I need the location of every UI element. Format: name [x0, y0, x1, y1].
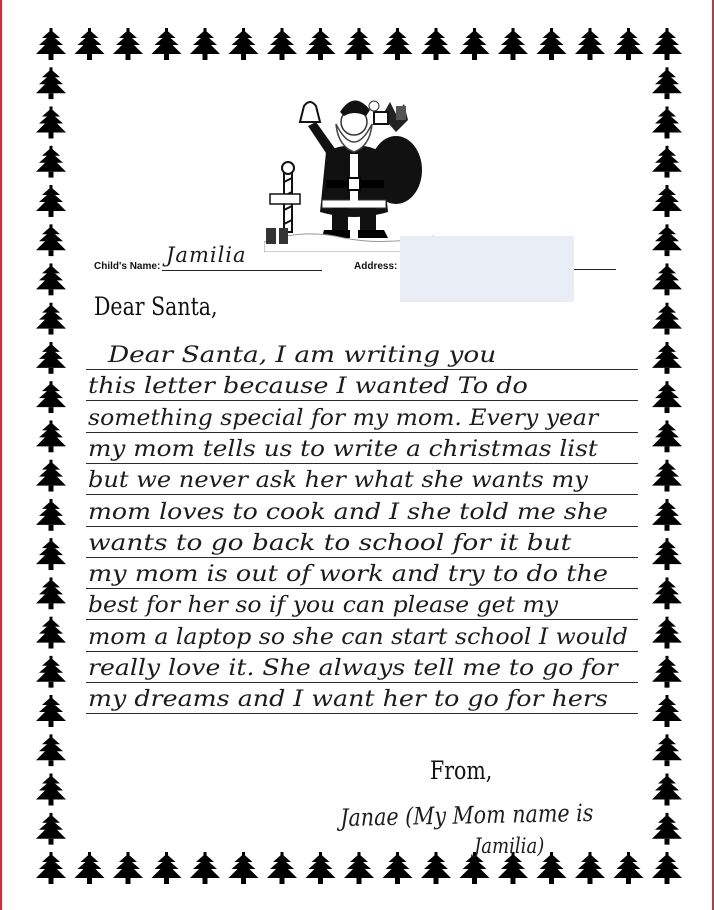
christmas-tree-icon — [36, 813, 66, 845]
christmas-tree-icon — [36, 263, 66, 295]
christmas-tree-icon — [36, 656, 66, 688]
christmas-tree-icon — [652, 28, 682, 60]
christmas-tree-icon — [652, 67, 682, 99]
letter-line: mom loves to cook and I she told me she — [88, 499, 608, 525]
christmas-tree-icon — [113, 28, 143, 60]
christmas-tree-icon — [36, 420, 66, 452]
address-underline — [574, 269, 616, 270]
signature-line-2: Jamilia) — [474, 834, 545, 858]
christmas-tree-icon — [36, 499, 66, 531]
letter-line: my dreams and I want her to go for hers — [88, 687, 608, 713]
ruled-line — [86, 463, 638, 464]
christmas-tree-icon — [652, 617, 682, 649]
christmas-tree-icon — [614, 852, 644, 884]
christmas-tree-icon — [113, 852, 143, 884]
letter-line: Dear Santa, I am writing you — [108, 343, 497, 368]
christmas-tree-icon — [383, 28, 413, 60]
christmas-tree-icon — [36, 617, 66, 649]
christmas-tree-icon — [498, 28, 528, 60]
letter-line: my mom is out of work and try to do the — [88, 562, 609, 588]
letter-line: my mom tells us to write a christmas list — [88, 436, 598, 462]
christmas-tree-icon — [36, 106, 66, 138]
christmas-tree-icon — [36, 224, 66, 256]
christmas-tree-icon — [306, 852, 336, 884]
letter-line: mom a laptop so she can start school I would — [88, 624, 628, 650]
christmas-tree-icon — [652, 852, 682, 884]
christmas-tree-icon — [306, 28, 336, 60]
child-name-value: Jamilia — [166, 243, 247, 267]
christmas-tree-icon — [614, 28, 644, 60]
christmas-tree-icon — [652, 106, 682, 138]
ruled-line — [86, 400, 638, 401]
christmas-tree-icon — [267, 28, 297, 60]
christmas-tree-icon — [652, 303, 682, 335]
christmas-tree-icon — [383, 852, 413, 884]
christmas-tree-icon — [36, 774, 66, 806]
christmas-tree-icon — [652, 734, 682, 766]
christmas-tree-icon — [36, 460, 66, 492]
christmas-tree-icon — [36, 146, 66, 178]
address-redaction — [400, 236, 574, 302]
christmas-tree-icon — [537, 28, 567, 60]
christmas-tree-icon — [36, 577, 66, 609]
christmas-tree-icon — [652, 499, 682, 531]
child-name-underline — [162, 270, 322, 271]
christmas-tree-icon — [652, 342, 682, 374]
christmas-tree-icon — [36, 538, 66, 570]
christmas-tree-icon — [190, 28, 220, 60]
christmas-tree-icon — [267, 852, 297, 884]
ruled-line — [86, 713, 638, 714]
christmas-tree-icon — [36, 381, 66, 413]
christmas-tree-icon — [36, 67, 66, 99]
ruled-line — [86, 588, 638, 589]
christmas-tree-icon — [36, 185, 66, 217]
christmas-tree-icon — [652, 538, 682, 570]
letter-line: this letter because I wanted To do — [88, 374, 528, 400]
ruled-line — [86, 557, 638, 558]
christmas-tree-icon — [652, 774, 682, 806]
christmas-tree-icon — [229, 28, 259, 60]
child-name-label: Child's Name: — [94, 261, 161, 272]
closing-from: From, — [430, 756, 493, 785]
christmas-tree-icon — [652, 695, 682, 727]
christmas-tree-icon — [152, 852, 182, 884]
christmas-tree-icon — [152, 28, 182, 60]
christmas-tree-icon — [652, 185, 682, 217]
christmas-tree-icon — [36, 342, 66, 374]
christmas-tree-icon — [344, 852, 374, 884]
letter-line: wants to go back to school for it but — [88, 530, 572, 556]
ruled-line — [86, 494, 638, 495]
christmas-tree-icon — [652, 263, 682, 295]
christmas-tree-icon — [652, 577, 682, 609]
letter-line: best for her so if you can please get my — [88, 593, 559, 619]
christmas-tree-icon — [652, 460, 682, 492]
signature-line-1: Janae (My Mom name is — [340, 798, 594, 832]
ruled-line — [86, 432, 638, 433]
ruled-line — [86, 651, 638, 652]
address-label: Address: — [354, 261, 398, 272]
christmas-tree-icon — [652, 420, 682, 452]
ruled-line — [86, 526, 638, 527]
letter-line: something special for my mom. Every year — [88, 405, 599, 431]
christmas-tree-icon — [460, 28, 490, 60]
christmas-tree-icon — [190, 852, 220, 884]
christmas-tree-icon — [652, 224, 682, 256]
christmas-tree-icon — [75, 852, 105, 884]
ruled-line — [86, 369, 638, 370]
christmas-tree-icon — [229, 852, 259, 884]
greeting-heading: Dear Santa, — [94, 292, 218, 321]
christmas-tree-icon — [652, 146, 682, 178]
christmas-tree-icon — [421, 852, 451, 884]
ruled-line — [86, 682, 638, 683]
christmas-tree-icon — [36, 852, 66, 884]
christmas-tree-icon — [575, 28, 605, 60]
christmas-tree-icon — [652, 381, 682, 413]
christmas-tree-icon — [36, 695, 66, 727]
christmas-tree-icon — [652, 656, 682, 688]
letter-line: but we never ask her what she wants my — [88, 468, 588, 494]
christmas-tree-icon — [652, 813, 682, 845]
christmas-tree-icon — [421, 28, 451, 60]
santa-claus-icon — [264, 92, 434, 252]
christmas-tree-icon — [75, 28, 105, 60]
christmas-tree-icon — [36, 303, 66, 335]
christmas-tree-icon — [344, 28, 374, 60]
christmas-tree-icon — [36, 28, 66, 60]
ruled-line — [86, 619, 638, 620]
christmas-tree-icon — [36, 734, 66, 766]
letter-line: really love it. She always tell me to go for — [88, 656, 618, 681]
christmas-tree-icon — [575, 852, 605, 884]
